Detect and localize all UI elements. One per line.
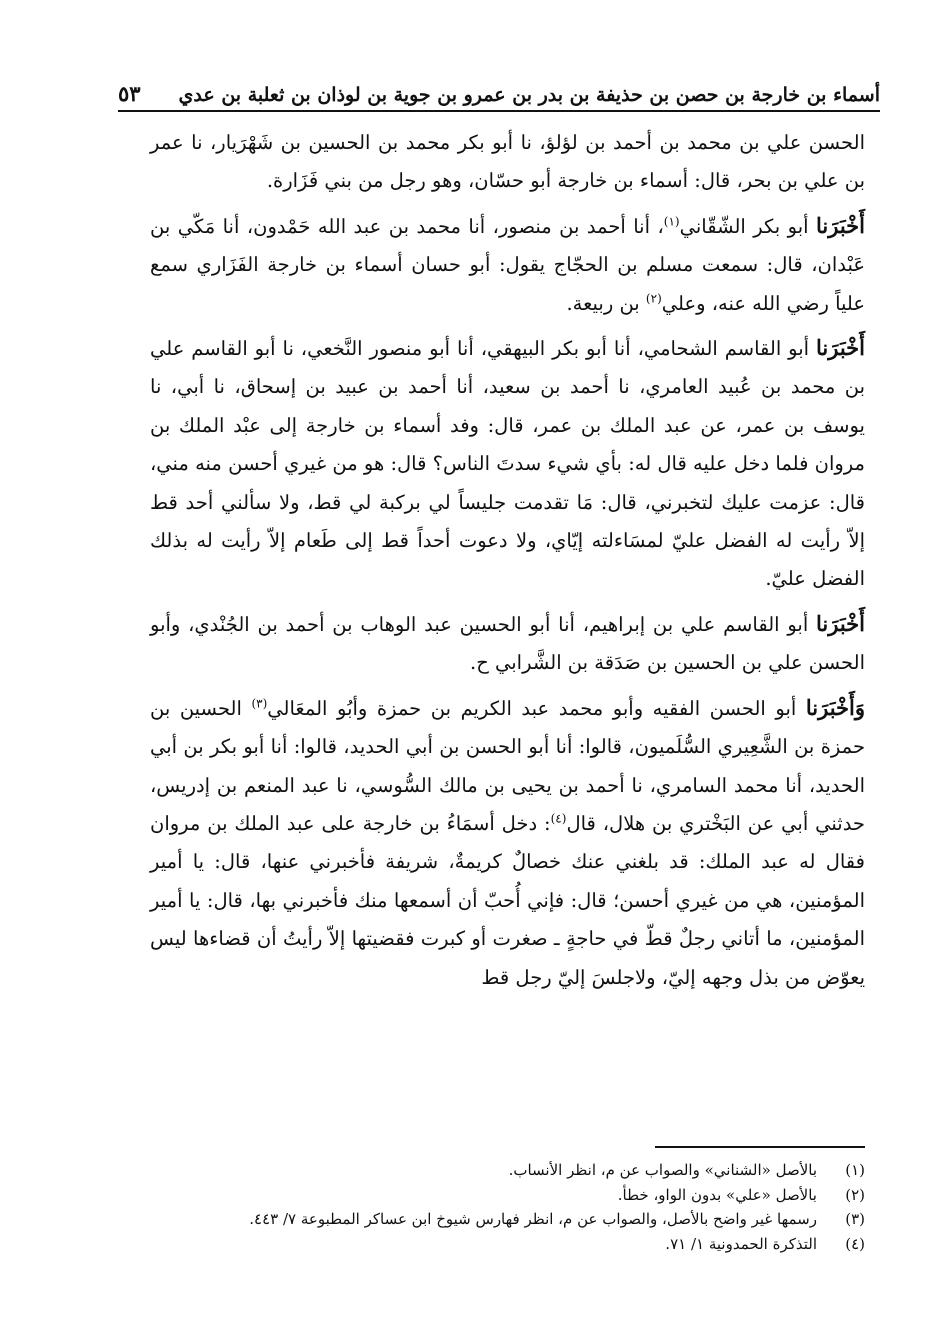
header-title: أسماء بن خارجة بن حصن بن حذيفة بن بدر بن عمرو بن جوية بن لوذان بن ثعلبة بن عدي [178,84,880,106]
paragraph [150,207,865,323]
paragraph [150,124,865,201]
footnote-number: (٣) [845,1210,865,1228]
footnote-text: بالأصل «علي» بدون الواو، خطأ. [617,1185,817,1204]
paragraph-text: أبو القاسم علي بن إبراهيم، أنا أبو الحسين عبد الوهاب بن أحمد بن الجُنْدي، وأبو الحسن علي بن الحسين بن صَدَقة بن الشَّرابي ح. [150,612,865,675]
akhbarana-keyword: أَخْبَرَنا [816,335,865,361]
running-header [118,72,880,106]
paragraph-text: الحسين بن حمزة بن الشَّعِيري السُّلَميون، قالوا: أنا أبو الحسن بن أبي الحديد، قالوا: أنا أبو بكر بن أبي الحديد، أنا محمد السامري، نا أحمد بن يحيى بن مالك السُّوسي، نا عبد المنعم بن إدريس، حدثني أبي عن البَخْتري بن هلال، قال [150,696,865,835]
footnote-ref: (٤) [550,811,567,826]
footnote-rule [655,1146,865,1148]
footnote [150,1232,865,1257]
footnote-number: (١) [845,1161,865,1179]
footnotes [150,1158,865,1256]
footnote-ref: (٢) [645,291,662,306]
paragraph-text: أبو بكر الشّقّاني [679,214,817,238]
footnote-text: التذكرة الحمدونية ١/ ٧١. [665,1234,817,1253]
footnote-ref: (٣) [251,696,268,711]
paragraph-text: : دخل أسمَاءُ بن خارجة على عبد الملك بن مروان فقال له عبد الملك: قد بلغني عنك خصالٌ كريمةٌ، شريفة فأخبرني عنها، قال: يا أمير المؤمنين، هي من غيري أحسن؛ قال: فإني أُحبّ أن أسمعها منك فأخبرني بها، قال: يا أمير المؤمنين، ما أتاني رجلٌ قطّ في حاجةٍ ـ صغرت أو كبرت فقضيتها إلاّ رأيتُ أن قضاءها ليس يعوّض من بذل وجهه إليّ، ولاجلسَ إليّ رجل قط [150,811,865,989]
footnote [150,1183,865,1208]
paragraph [150,329,865,599]
paragraph-text: بن ربيعة. [566,291,646,315]
footnote-ref: (١) [663,214,680,229]
paragraph [150,689,865,997]
paragraph-text: ، أنا أحمد بن منصور، أنا محمد بن عبد الله حَمْدون، أنا مَكّي بن عَبْدان، قال: سمعت مسلم بن الحجّاج يقول: أبو حسان أسماء بن خارجة الفَزَاري سمع علياً رضي الله عنه، وعلي [150,214,865,315]
akhbarana-keyword: أَخْبَرَنا [816,610,865,636]
paragraph-text: الحسن علي بن محمد بن أحمد بن لؤلؤ، نا أبو بكر محمد بن الحسين بن شَهْرَيار، نا عمر بن علي بن بحر، قال: أسماء بن خارجة أبو حسّان، وهو رجل من بني فَزَارة. [150,131,865,193]
main-text [150,124,865,1003]
footnote-text: رسمها غير واضح بالأصل، والصواب عن م، انظر فهارس شيوخ ابن عساكر المطبوعة ٧/ ٤٤٣. [249,1210,817,1228]
footnote [150,1207,865,1232]
page-number: ٥٣ [118,81,141,106]
paragraph [150,605,865,683]
header-rule [118,110,880,112]
footnote-number: (٤) [845,1234,865,1253]
footnote-number: (٢) [845,1185,865,1204]
akhbarana-keyword: أَخْبَرَنا [816,212,865,238]
footnote [150,1158,865,1183]
paragraph-text: أبو القاسم الشحامي، أنا أبو بكر البيهقي، أنا أبو منصور النَّخعي، نا أبو القاسم علي بن محمد بن عُبيد العامري، نا أحمد بن سعيد، أنا أحمد بن عبيد بن إسحاق، نا أبي، نا يوسف بن عمر، عن عبد الملك بن عمر، قال: وفد أسماء بن خارجة إلى عبْد الملك بن مروان فلما دخل عليه قال له: بأي شيء سدتَ الناس؟ قال: هو من غيري أحسن منه مني، قال: عزمت عليك لتخبرني، قال: مَا تقدمت جليساً لي بركبة لي قط، ولا سألني أحد قط إلاّ رأيت له الفضل عليّ لمسَاءلته إيّاي، ولا دعوت أحداً قط إلى طَعام إلاّ رأيت له بذلك الفضل عليّ. [150,337,865,591]
paragraph-text: أبو الحسن الفقيه وأبو محمد عبد الكريم بن حمزة وأبُو المعَالي [267,696,806,720]
footnote-text: بالأصل «الشناني» والصواب عن م، انظر الأنساب. [508,1161,817,1179]
akhbarana-keyword: وَأَخْبَرَنا [805,694,865,720]
